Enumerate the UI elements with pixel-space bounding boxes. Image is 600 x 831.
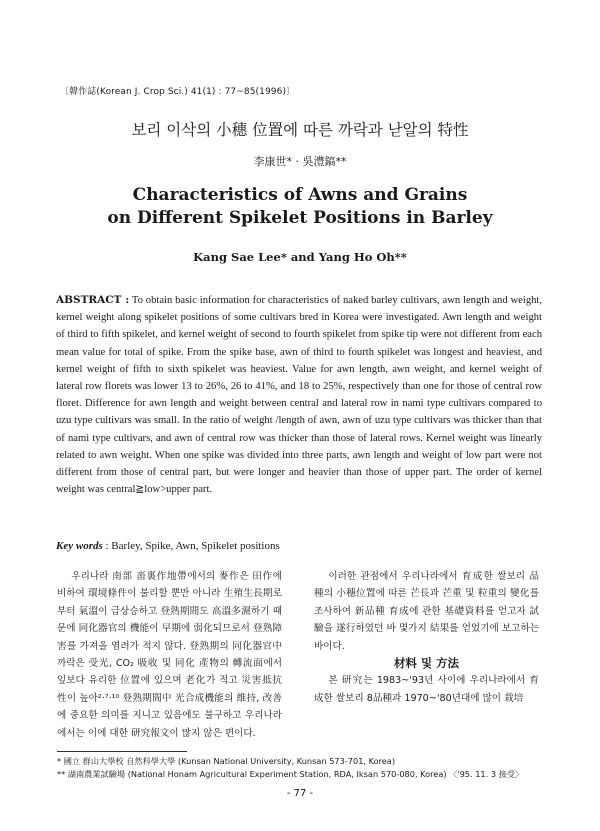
english-authors: Kang Sae Lee* and Yang Ho Oh** bbox=[193, 250, 407, 264]
intro-paragraph: 우리나라 南部 畓裏作地帶에서의 麥作은 田作에 비하여 環境條件이 불리할 뿐만 아니라 生殖生長期로부터 氣溫이 급상승하고 登熟期間도 高溫多濕하기 때문에 同化器官의 機能이 早期에 弱化되므로서 登熟障害를 가져올 염려가 적지 않다. 登熟期의 同化器官中 까락은 受光, CO₂ 吸收 및 同化 產物의 轉流面에서 잎보다 유리한 位置에 있으며 老化가 적고 災害抵抗性이 높아²·⁷·¹⁰ 登熟期間中 光合成機能의 維持, 改善에 중요한 의미를 지니고 있음에도 불구하고 우리나라에서는 이에 대한 研究報文이 많지 않은 편이다. bbox=[57, 571, 282, 739]
abstract-text: To obtain basic information for characteristics of naked barley cultivars, awn length and weight, kernel weight along spikelet positions of some cultivars bred in Korea were investigated. Awn length and weight of third to fifth spikelet, and kernel weight of second to fourth spikelet from spike tip were not different from each mean value for total of spike. From the spike base, awn of third to fourth spikelet was longest and heaviest, and kernel weight of fifth to sixth spikelet was heaviest. Value for awn length, awn weight, and kernel weight of lateral row florets was lower 13 to 26%, 26 to 41%, and 18 to 25%, respectively than one for those of central row floret. Difference for awn length and weight between central and lateral row in nami type cultivars compared to uzu type cultivars was small. In the ratio of weight /length of awn, awn of uzu type cultivars was thicker than that of nami type cultivars, and awn of central row was thicker than those of lateral rows. Kernel weight was linearly related to awn weight. When one spike was divided into three parts, awn length and weight of low part were not different from those of central part, but were longer and heavier than those of upper part. The order of kernel weight was central≧low>upper part. bbox=[56, 295, 542, 496]
methods-paragraph: 본 研究는 1983~'93년 사이에 우리나라에서 育成한 쌀보리 8品種과 1970~'80년대에 많이 栽培 bbox=[314, 675, 539, 704]
abstract-label: ABSTRACT : bbox=[56, 294, 130, 306]
english-title-line1: Characteristics of Awns and Grains bbox=[132, 185, 468, 205]
journal-citation: 〔韓作誌(Korean J. Crop Sci.) 41(1) : 77~85(1996)〕 bbox=[60, 87, 296, 97]
page-number: - 77 - bbox=[286, 788, 314, 799]
korean-authors: 李康世* · 吳澧鎬** bbox=[253, 155, 347, 168]
footnote-divider bbox=[57, 751, 187, 752]
english-title-line2: on Different Spikelet Positions in Barley bbox=[107, 208, 493, 228]
body-left-column bbox=[57, 568, 282, 742]
footnotes bbox=[57, 755, 547, 781]
keywords-label: Key words bbox=[56, 540, 103, 552]
english-title bbox=[0, 184, 600, 230]
intro-paragraph-2: 이러한 관점에서 우리나라에서 育成한 쌀보리 品種의 小穗位置에 따른 芒長과 芒重 및 粒重의 變化를 조사하여 新品種 育成에 관한 基礎資料를 얻고자 試驗을 遂行하였던 바 몇가지 結果를 얻었기에 보고하는 바이다. bbox=[314, 571, 539, 652]
footnote-affiliation-2: ** 湖南農業試驗場 (National Honam Agricultural Experiment Station, RDA, Iksan 570-080, Korea) 〈'95. 11. 3 接受〉 bbox=[57, 769, 524, 779]
korean-title: 보리 이삭의 小穗 位置에 따른 까락과 낟알의 特性 bbox=[131, 121, 469, 139]
keywords bbox=[56, 540, 542, 552]
body-right-column bbox=[314, 568, 539, 707]
section-heading-methods: 材料 및 方法 bbox=[393, 656, 460, 671]
keywords-text: : Barley, Spike, Awn, Spikelet positions bbox=[102, 540, 280, 552]
footnote-affiliation-1: * 國立 群山大學校 自然科學大學 (Kunsan National University, Kunsan 573-701, Korea) bbox=[57, 756, 396, 766]
abstract bbox=[56, 292, 542, 498]
